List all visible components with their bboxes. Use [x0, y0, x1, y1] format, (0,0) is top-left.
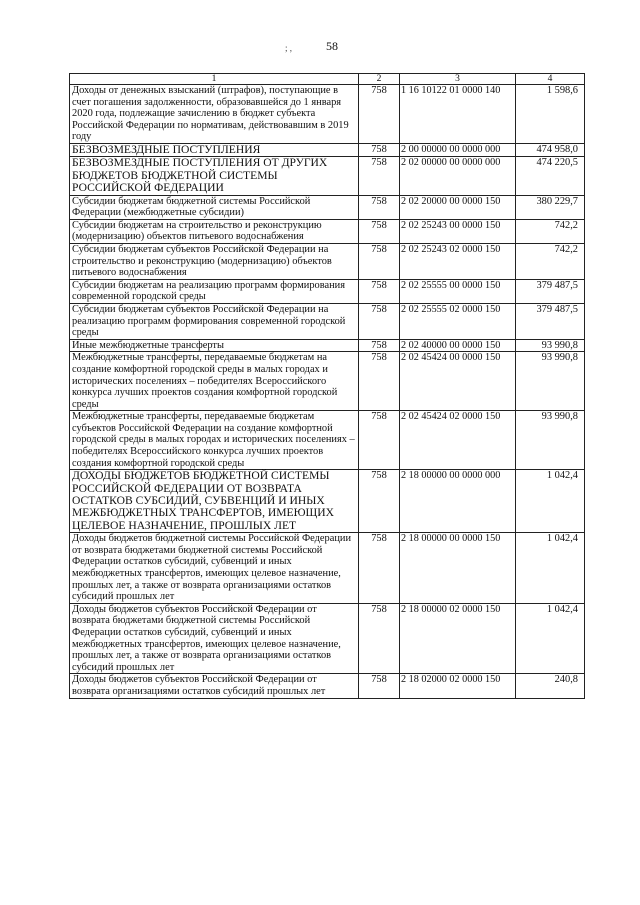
admin-code-cell: 758	[359, 603, 400, 674]
revenue-table	[69, 73, 585, 699]
table-row	[70, 157, 585, 195]
revenue-name-cell: Межбюджетные трансферты, передаваемые бюджетам субъектов Российской Федерации на создание комфортной городской среды в малых городах и исторических поселениях – победителях Всероссийского конкурса лучших проектов создания комфортной городской среды	[70, 411, 359, 470]
admin-code-cell: 758	[359, 219, 400, 243]
amount-cell: 742,2	[516, 219, 585, 243]
admin-code-cell: 758	[359, 243, 400, 279]
admin-code-cell: 758	[359, 143, 400, 156]
amount-cell: 93 990,8	[516, 352, 585, 411]
amount-cell: 380 229,7	[516, 195, 585, 219]
admin-code-cell: 758	[359, 303, 400, 339]
revenue-name-cell: Субсидии бюджетам субъектов Российской Федерации на строительство и реконструкцию (модернизацию) объектов питьевого водоснабжения	[70, 243, 359, 279]
classification-code-cell: 2 02 45424 00 0000 150	[400, 352, 516, 411]
table-row	[70, 219, 585, 243]
classification-code-cell: 2 02 40000 00 0000 150	[400, 339, 516, 352]
admin-code-cell: 758	[359, 533, 400, 604]
column-number: 3	[400, 74, 516, 85]
column-number: 4	[516, 74, 585, 85]
amount-cell: 474 220,5	[516, 157, 585, 195]
classification-code-cell: 2 02 25243 00 0000 150	[400, 219, 516, 243]
revenue-name-cell: Иные межбюджетные трансферты	[70, 339, 359, 352]
table-row	[70, 674, 585, 698]
admin-code-cell: 758	[359, 339, 400, 352]
revenue-name-cell: Субсидии бюджетам на строительство и реконструкцию (модернизацию) объектов питьевого водоснабжения	[70, 219, 359, 243]
amount-cell: 1 598,6	[516, 85, 585, 144]
column-number: 2	[359, 74, 400, 85]
column-number-row	[70, 74, 585, 85]
amount-cell: 93 990,8	[516, 339, 585, 352]
amount-cell: 1 042,4	[516, 603, 585, 674]
revenue-name-cell: Доходы бюджетов бюджетной системы Российской Федерации от возврата бюджетами бюджетной системы Российской Федерации остатков субсидий, субвенций и иных межбюджетных трансфертов, имеющих целевое назначение, прошлых лет, а также от возврата организациями остатков субсидий прошлых лет	[70, 533, 359, 604]
classification-code-cell: 1 16 10122 01 0000 140	[400, 85, 516, 144]
table-row	[70, 303, 585, 339]
classification-code-cell: 2 02 45424 02 0000 150	[400, 411, 516, 470]
classification-code-cell: 2 18 00000 00 0000 000	[400, 470, 516, 533]
revenue-name-cell: Межбюджетные трансферты, передаваемые бюджетам на создание комфортной городской среды в малых городах и исторических поселениях – победителях Всероссийского конкурса лучших проектов создания комфортной городской среды	[70, 352, 359, 411]
classification-code-cell: 2 02 25243 02 0000 150	[400, 243, 516, 279]
amount-cell: 379 487,5	[516, 279, 585, 303]
amount-cell: 1 042,4	[516, 533, 585, 604]
page-marks: ; ,	[285, 43, 293, 53]
classification-code-cell: 2 00 00000 00 0000 000	[400, 143, 516, 156]
classification-code-cell: 2 18 02000 02 0000 150	[400, 674, 516, 698]
classification-code-cell: 2 02 20000 00 0000 150	[400, 195, 516, 219]
table-row	[70, 243, 585, 279]
revenue-name-cell: ДОХОДЫ БЮДЖЕТОВ БЮДЖЕТНОЙ СИСТЕМЫ РОССИЙСКОЙ ФЕДЕРАЦИИ ОТ ВОЗВРАТА ОСТАТКОВ СУБСИДИЙ, СУБВЕНЦИЙ И ИНЫХ МЕЖБЮДЖЕТНЫХ ТРАНСФЕРТОВ, ИМЕЮЩИХ ЦЕЛЕВОЕ НАЗНАЧЕНИЕ, ПРОШЛЫХ ЛЕТ	[70, 470, 359, 533]
admin-code-cell: 758	[359, 157, 400, 195]
revenue-name-cell: Субсидии бюджетам субъектов Российской Федерации на реализацию программ формирования современной городской среды	[70, 303, 359, 339]
table-row	[70, 603, 585, 674]
table-row	[70, 279, 585, 303]
classification-code-cell: 2 18 00000 00 0000 150	[400, 533, 516, 604]
admin-code-cell: 758	[359, 674, 400, 698]
admin-code-cell: 758	[359, 411, 400, 470]
classification-code-cell: 2 18 00000 02 0000 150	[400, 603, 516, 674]
table-row	[70, 352, 585, 411]
classification-code-cell: 2 02 25555 02 0000 150	[400, 303, 516, 339]
table-row	[70, 533, 585, 604]
revenue-name-cell: Субсидии бюджетам на реализацию программ формирования современной городской среды	[70, 279, 359, 303]
classification-code-cell: 2 02 25555 00 0000 150	[400, 279, 516, 303]
amount-cell: 93 990,8	[516, 411, 585, 470]
revenue-name-cell: БЕЗВОЗМЕЗДНЫЕ ПОСТУПЛЕНИЯ	[70, 143, 359, 156]
admin-code-cell: 758	[359, 195, 400, 219]
table-body	[70, 85, 585, 699]
page-number: 58	[326, 39, 338, 53]
revenue-name-cell: Субсидии бюджетам бюджетной системы Российской Федерации (межбюджетные субсидии)	[70, 195, 359, 219]
table-row	[70, 411, 585, 470]
revenue-name-cell: БЕЗВОЗМЕЗДНЫЕ ПОСТУПЛЕНИЯ ОТ ДРУГИХ БЮДЖЕТОВ БЮДЖЕТНОЙ СИСТЕМЫ РОССИЙСКОЙ ФЕДЕРАЦИИ	[70, 157, 359, 195]
revenue-name-cell: Доходы бюджетов субъектов Российской Федерации от возврата бюджетами бюджетной системы Российской Федерации остатков субсидий, субвенций и иных межбюджетных трансфертов, имеющих целевое назначение, прошлых лет, а также от возврата организациями остатков субсидий прошлых лет	[70, 603, 359, 674]
classification-code-cell: 2 02 00000 00 0000 000	[400, 157, 516, 195]
admin-code-cell: 758	[359, 470, 400, 533]
table-row	[70, 85, 585, 144]
admin-code-cell: 758	[359, 352, 400, 411]
amount-cell: 474 958,0	[516, 143, 585, 156]
table-row	[70, 195, 585, 219]
amount-cell: 240,8	[516, 674, 585, 698]
revenue-name-cell: Доходы бюджетов субъектов Российской Федерации от возврата организациями остатков субсидий прошлых лет	[70, 674, 359, 698]
table-row	[70, 143, 585, 156]
amount-cell: 379 487,5	[516, 303, 585, 339]
amount-cell: 1 042,4	[516, 470, 585, 533]
revenue-name-cell: Доходы от денежных взысканий (штрафов), поступающие в счет погашения задолженности, образовавшейся до 1 января 2020 года, подлежащие зачислению в бюджет субъекта Российской Федерации по нормативам, действовавшим в 2019 году	[70, 85, 359, 144]
admin-code-cell: 758	[359, 279, 400, 303]
table-row	[70, 339, 585, 352]
amount-cell: 742,2	[516, 243, 585, 279]
admin-code-cell: 758	[359, 85, 400, 144]
column-number: 1	[70, 74, 359, 85]
table-row	[70, 470, 585, 533]
